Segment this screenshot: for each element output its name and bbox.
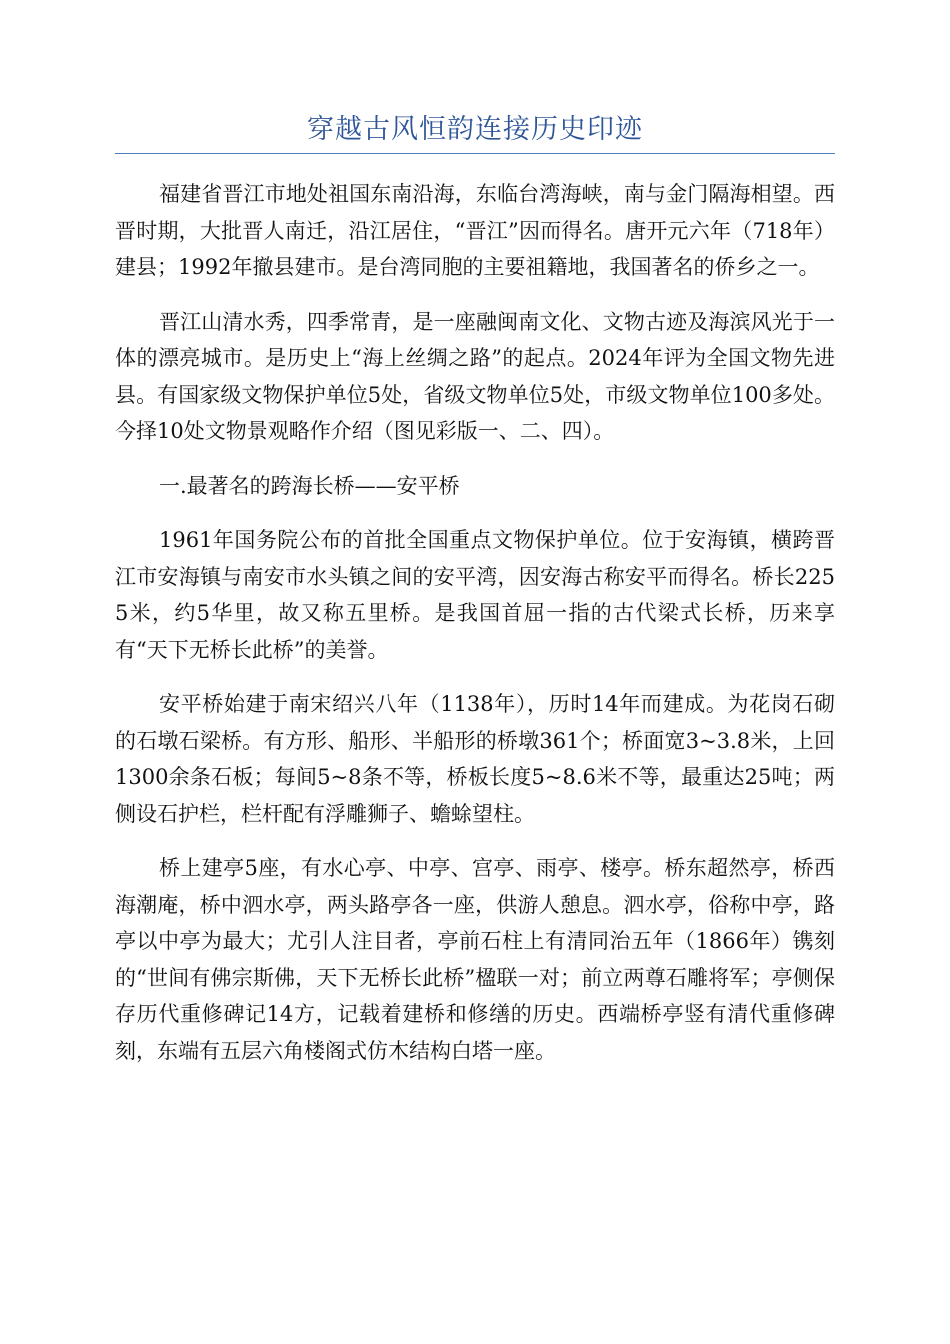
paragraph-anping-structure: 安平桥始建于南宋绍兴八年（1138年），历时14年而建成。为花岗石砌的石墩石梁桥。有方形、船形、半船形的桥墩361个；桥面宽3~3.8米，上回1300余条石板；每间5~8条不等，桥板长度5~8.6米不等，最重达25吨；两侧设石护栏，栏杆配有浮雕狮子、蟾蜍望柱。: [115, 692, 835, 826]
paragraph-anping-pavilions: 桥上建亭5座，有水心亭、中亭、宫亭、雨亭、楼亭。桥东超然亭，桥西海潮庵，桥中泗水亭，两头路亭各一座，供游人憩息。泗水亭，俗称中亭，路亭以中亭为最大；尤引人注目者，亭前石柱上有清同治五年（1866年）镌刻的“世间有佛宗斯佛，天下无桥长此桥”楹联一对；前立两尊石雕将军；亭侧保存历代重修碑记14方，记载着建桥和修缮的历史。西端桥亭竖有清代重修碑刻，东端有五层六角楼阁式仿木结构白塔一座。: [115, 856, 835, 1063]
paragraph-overview: 晋江山清水秀，四季常青，是一座融闽南文化、文物古迹及海滨风光于一体的漂亮城市。是历史上“海上丝绸之路”的起点。2024年评为全国文物先进县。有国家级文物保护单位5处，省级文物单位5处，市级文物单位100多处。今择10处文物景观略作介绍（图见彩版一、二、四）。: [115, 309, 835, 443]
title-underline: [115, 153, 835, 154]
paragraph-anping-intro: 1961年国务院公布的首批全国重点文物保护单位。位于安海镇，横跨晋江市安海镇与南安市水头镇之间的安平湾，因安海古称安平而得名。桥长2255米，约5华里，故又称五里桥。是我国首屈一指的古代梁式长桥，历来享有“天下无桥长此桥”的美誉。: [115, 528, 835, 662]
section-heading: 一.最著名的跨海长桥——安平桥: [159, 473, 460, 498]
paragraph-intro: 福建省晋江市地处祖国东南沿海，东临台湾海峡，南与金门隔海相望。西晋时期，大批晋人南迁，沿江居住，“晋江”因而得名。唐开元六年（718年）建县；1992年撤县建市。是台湾同胞的主要祖籍地，我国著名的侨乡之一。: [115, 182, 835, 279]
document-body: [115, 176, 835, 1087]
page-title: 穿越古风恒韵连接历史印迹: [307, 114, 643, 145]
